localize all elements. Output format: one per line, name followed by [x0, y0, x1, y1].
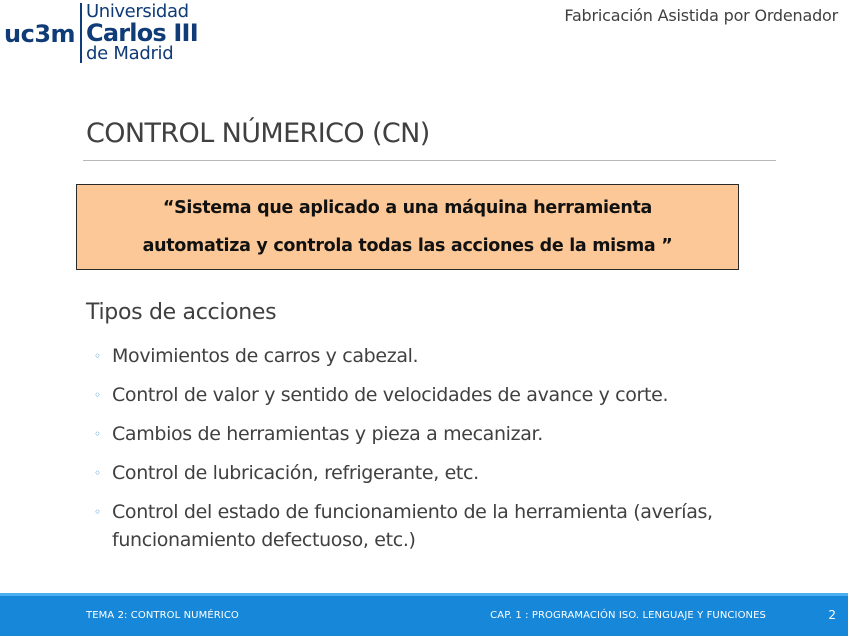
actions-bullet-list [94, 342, 814, 565]
list-item [94, 459, 814, 487]
bullet-icon: ◦ [94, 505, 102, 519]
footer-edge [0, 593, 848, 596]
logo-line-2: Carlos III [86, 19, 198, 47]
quote-line-2: automatiza y controla todas las acciones de la misma ” [142, 236, 673, 256]
list-item [94, 342, 814, 370]
list-item [94, 420, 814, 448]
logo-text [86, 3, 198, 63]
bullet-icon: ◦ [94, 349, 102, 363]
footer-topic: TEMA 2: CONTROL NUMÉRICO [86, 610, 239, 621]
page-number: 2 [828, 608, 836, 622]
definition-quote-box [76, 184, 739, 270]
course-title: Fabricación Asistida por Ordenador [564, 6, 838, 25]
list-item [94, 498, 814, 554]
logo-line-1: Universidad [86, 1, 189, 22]
slide-title: CONTROL NÚMERICO (CN) [86, 118, 430, 149]
title-underline [83, 160, 776, 161]
section-heading: Tipos de acciones [86, 300, 277, 325]
bullet-text: Movimientos de carros y cabezal. [112, 345, 419, 367]
logo-divider [80, 3, 82, 63]
university-logo [4, 0, 198, 66]
bullet-text: Cambios de herramientas y pieza a mecanizar. [112, 423, 543, 445]
bullet-icon: ◦ [94, 466, 102, 480]
bullet-text: Control del estado de funcionamiento de la herramienta (averías, funcionamiento defectuoso, etc.) [112, 501, 713, 551]
quote-line-1: “Sistema que aplicado a una máquina herramienta [162, 198, 653, 218]
bullet-icon: ◦ [94, 388, 102, 402]
bullet-text: Control de lubricación, refrigerante, etc. [112, 462, 479, 484]
logo-line-3: de Madrid [86, 43, 174, 64]
bullet-icon: ◦ [94, 427, 102, 441]
bullet-text: Control de valor y sentido de velocidades de avance y corte. [112, 384, 669, 406]
logo-mark: uc3m [4, 20, 76, 48]
footer-chapter: CAP. 1 : PROGRAMACIÓN ISO. LENGUAJE Y FUNCIONES [490, 610, 766, 621]
list-item [94, 381, 814, 409]
